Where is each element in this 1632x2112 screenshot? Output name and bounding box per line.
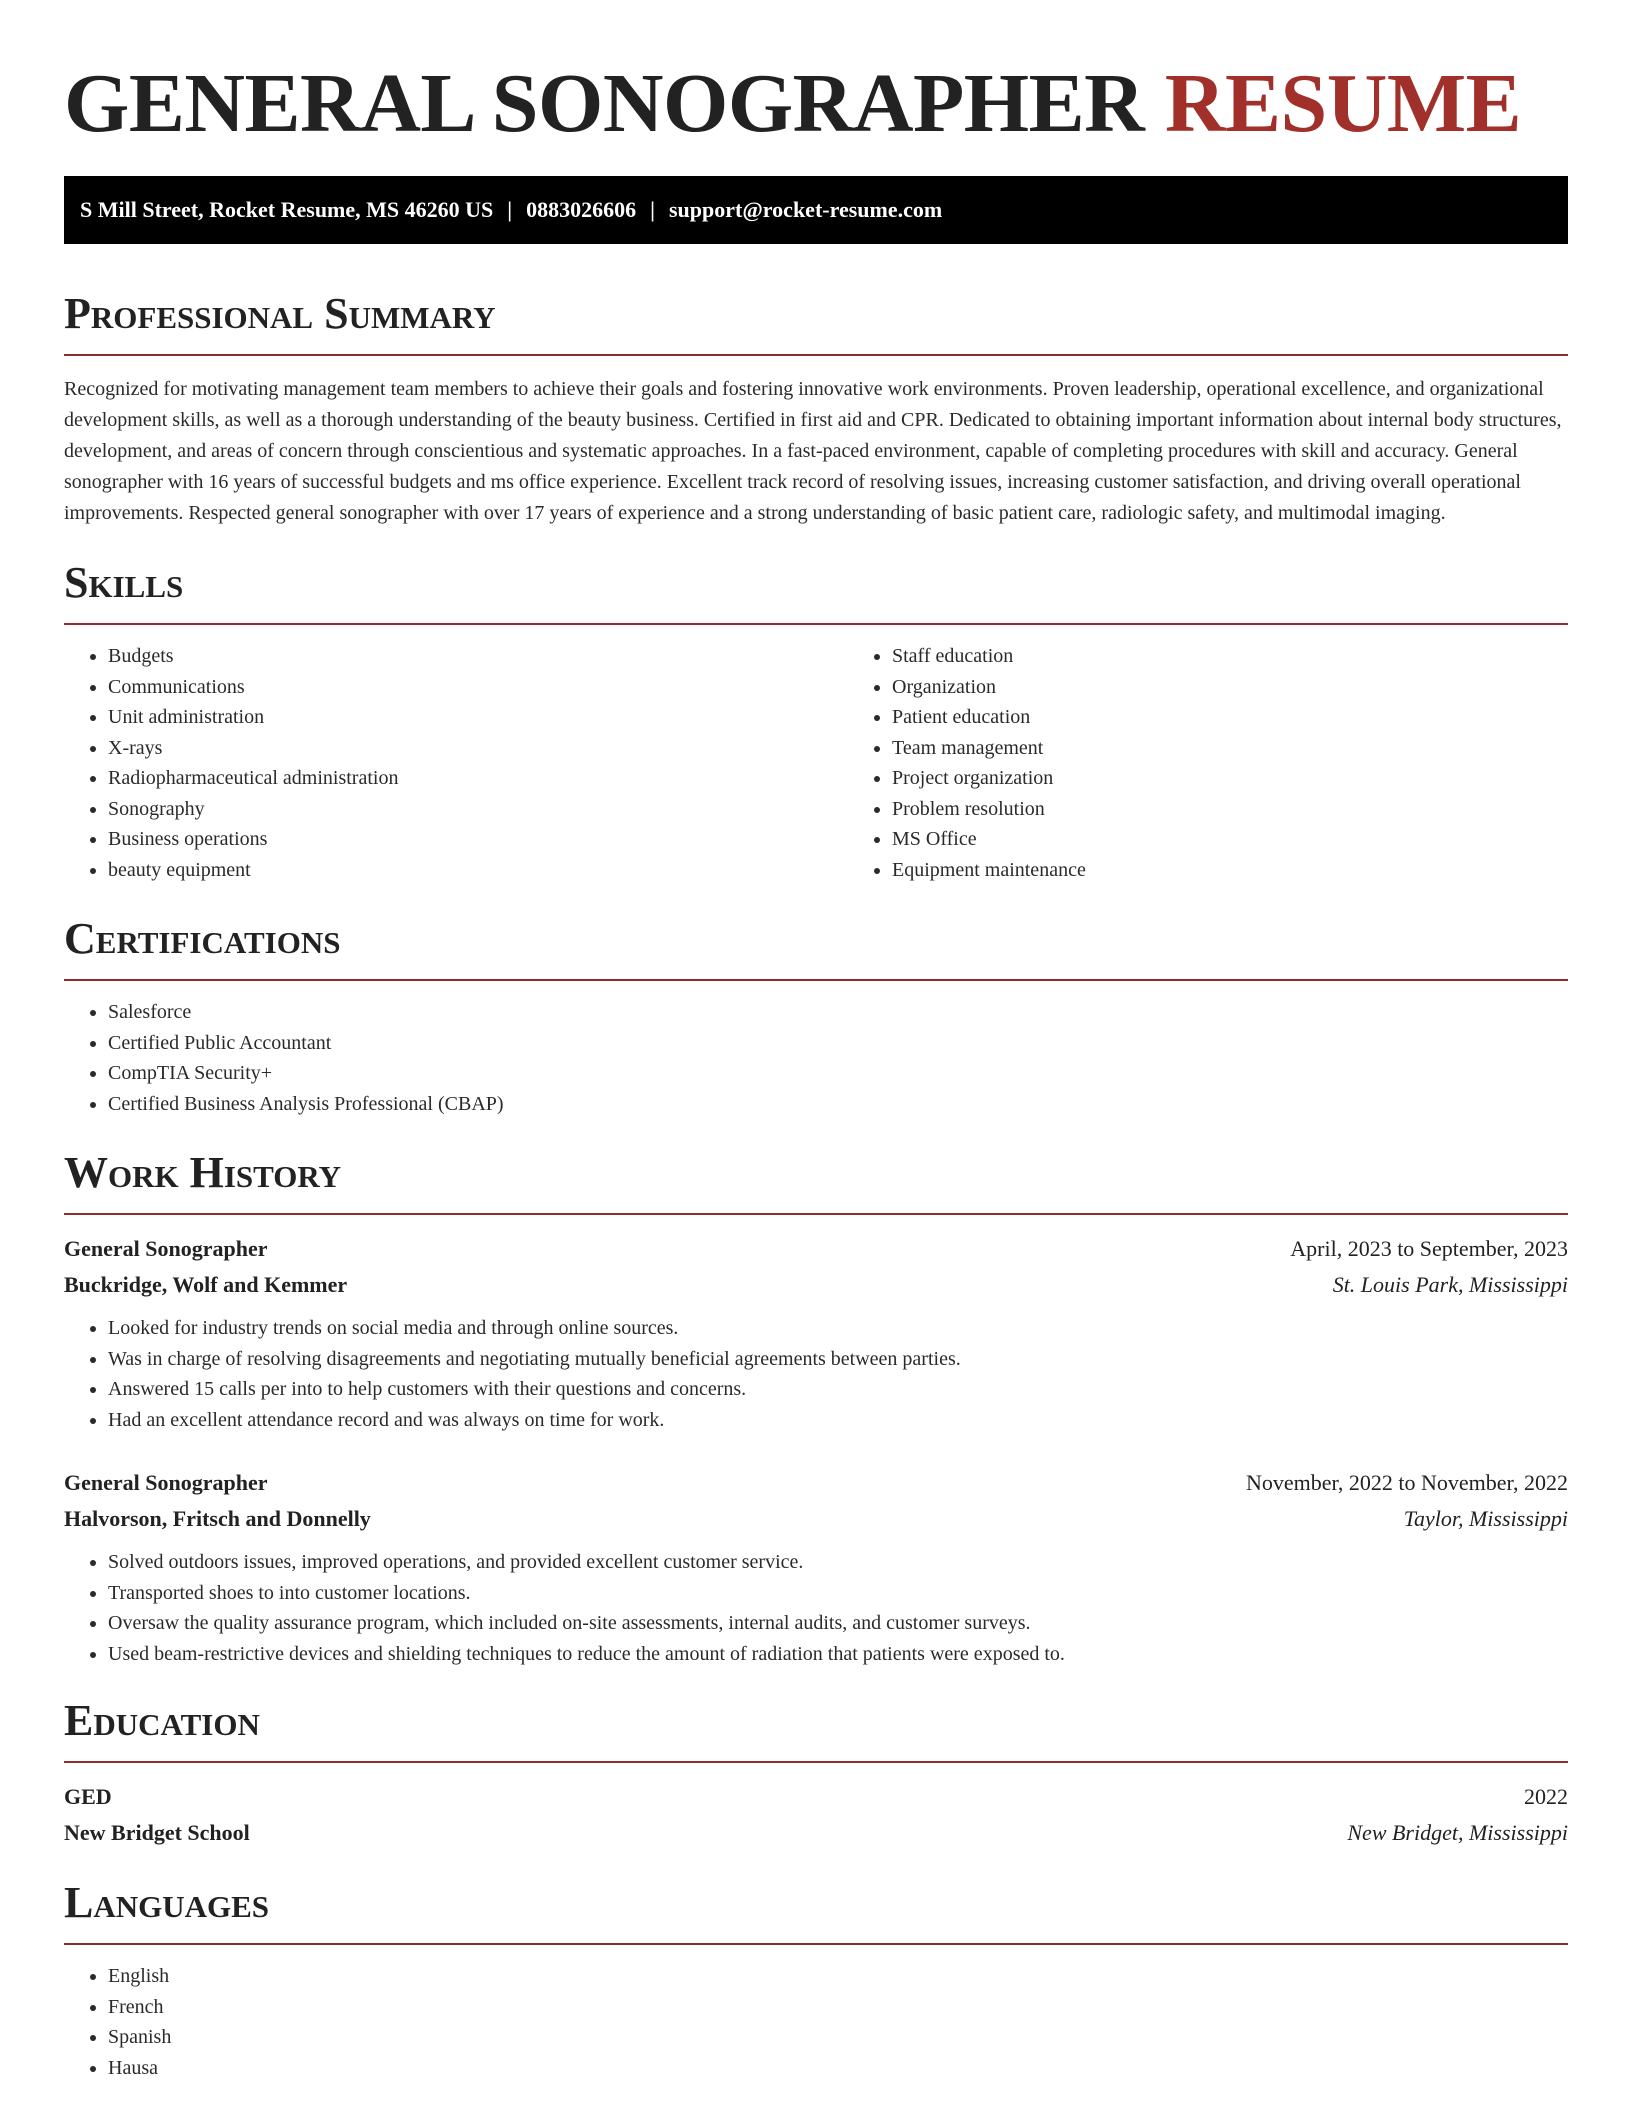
education-year: 2022: [1524, 1784, 1568, 1809]
contact-separator: |: [650, 197, 655, 222]
certification-item: • Certified Business Analysis Professional (CBAP): [108, 1089, 1568, 1120]
job-dates: April, 2023 to September, 2023: [1290, 1236, 1568, 1261]
job-duty-item: • Answered 15 calls per into to help customers with their questions and concerns.: [108, 1374, 1568, 1405]
job-dates: November, 2022 to November, 2022: [1245, 1470, 1568, 1495]
skill-item: • Equipment maintenance: [892, 855, 1632, 886]
title-main: GENERAL SONOGRAPHER: [64, 57, 1145, 150]
job-location: Taylor, Mississippi: [1403, 1506, 1568, 1531]
language-item: • English: [108, 1961, 1568, 1992]
company-name: Buckridge, Wolf and Kemmer: [64, 1272, 348, 1297]
language-item: • Hausa: [108, 2053, 1568, 2084]
work-entry-header: [64, 1231, 1568, 1267]
section-heading-education: Education: [64, 1693, 1568, 1763]
work-entry-subheader: [64, 1501, 1568, 1537]
job-duty-item: • Looked for industry trends on social media and through online sources.: [108, 1313, 1568, 1344]
job-title: General Sonographer: [64, 1236, 268, 1261]
skill-item: • Radiopharmaceutical administration: [108, 763, 848, 794]
skills-columns: [64, 625, 1568, 885]
contact-bar: [64, 176, 1568, 244]
skill-item: • Patient education: [892, 702, 1632, 733]
job-duty-item: • Solved outdoors issues, improved operations, and provided excellent customer service.: [108, 1547, 1568, 1578]
skill-item: • Unit administration: [108, 702, 848, 733]
job-title: General Sonographer: [64, 1470, 268, 1495]
skill-item: • Communications: [108, 672, 848, 703]
contact-separator: |: [507, 197, 513, 222]
education-entry: [64, 1779, 1568, 1851]
skill-item: • Sonography: [108, 794, 848, 825]
skill-item: • beauty equipment: [108, 855, 848, 886]
languages-list: [64, 1961, 1568, 2083]
work-entry-subheader: [64, 1267, 1568, 1303]
company-name: Halvorson, Fritsch and Donnelly: [64, 1506, 371, 1531]
section-heading-languages: Languages: [64, 1875, 1568, 1945]
skill-item: • X-rays: [108, 733, 848, 764]
section-heading-skills: Skills: [64, 555, 1568, 625]
school-name: New Bridget School: [64, 1820, 250, 1845]
skills-list-left: [64, 641, 848, 885]
work-entry: [64, 1231, 1568, 1435]
skill-item: • Business operations: [108, 824, 848, 855]
job-duty-item: • Used beam-restrictive devices and shielding techniques to reduce the amount of radiation that patients were exposed to.: [108, 1639, 1568, 1670]
school-location: New Bridget, Mississippi: [1347, 1820, 1568, 1845]
contact-address: S Mill Street, Rocket Resume, MS 46260 US: [80, 197, 494, 222]
certification-item: • Salesforce: [108, 997, 1568, 1028]
job-location: St. Louis Park, Mississippi: [1332, 1272, 1568, 1297]
certifications-list: [64, 997, 1568, 1119]
degree: GED: [64, 1784, 112, 1809]
job-duties-list: [64, 1547, 1568, 1669]
job-duty-item: • Had an excellent attendance record and was always on time for work.: [108, 1405, 1568, 1436]
section-heading-certifications: Certifications: [64, 911, 1568, 981]
education-entry-header: [64, 1779, 1568, 1815]
certification-item: • CompTIA Security+: [108, 1058, 1568, 1089]
certification-item: • Certified Public Accountant: [108, 1028, 1568, 1059]
skill-item: • Project organization: [892, 763, 1632, 794]
section-heading-summary: Professional Summary: [64, 286, 1568, 356]
summary-text: Recognized for motivating management team members to achieve their goals and fostering innovative work environments. Proven leadership, operational excellence, and organizational development skills, as well as a thorough understanding of the beauty business. Certified in first aid and CPR. Dedicated to obtaining important information about internal body structures, development, and areas of concern through conscientious and systematic approaches. In a fast-paced environment, capable of completing procedures with skill and accuracy. General sonographer with 16 years of successful budgets and ms office experience. Excellent track record of resolving issues, increasing customer satisfaction, and driving overall operational improvements. Respected general sonographer with over 17 years of experience and a strong understanding of basic patient care, radiologic safety, and multimodal imaging.: [64, 378, 1562, 524]
contact-email[interactable]: support@rocket-resume.com: [668, 197, 943, 222]
skill-item: • Problem resolution: [892, 794, 1632, 825]
work-entry: [64, 1465, 1568, 1669]
work-entry-header: [64, 1465, 1568, 1501]
resume-page: [64, 0, 1568, 2083]
job-duty-item: • Oversaw the quality assurance program, which included on-site assessments, internal audits, and customer surveys.: [108, 1608, 1568, 1639]
skills-list-right: [848, 641, 1632, 885]
skill-item: • Staff education: [892, 641, 1632, 672]
resume-title: [64, 0, 1568, 154]
skill-item: • Budgets: [108, 641, 848, 672]
language-item: • French: [108, 1992, 1568, 2023]
contact-phone[interactable]: 0883026606: [526, 197, 637, 222]
job-duty-item: • Was in charge of resolving disagreements and negotiating mutually beneficial agreements between parties.: [108, 1344, 1568, 1375]
skill-item: • Organization: [892, 672, 1632, 703]
skill-item: • MS Office: [892, 824, 1632, 855]
skill-item: • Team management: [892, 733, 1632, 764]
education-entry-subheader: [64, 1815, 1568, 1851]
job-duty-item: • Transported shoes to into customer locations.: [108, 1578, 1568, 1609]
language-item: • Spanish: [108, 2022, 1568, 2053]
title-accent: RESUME: [1164, 57, 1522, 150]
job-duties-list: [64, 1313, 1568, 1435]
section-heading-work-history: Work History: [64, 1145, 1568, 1215]
